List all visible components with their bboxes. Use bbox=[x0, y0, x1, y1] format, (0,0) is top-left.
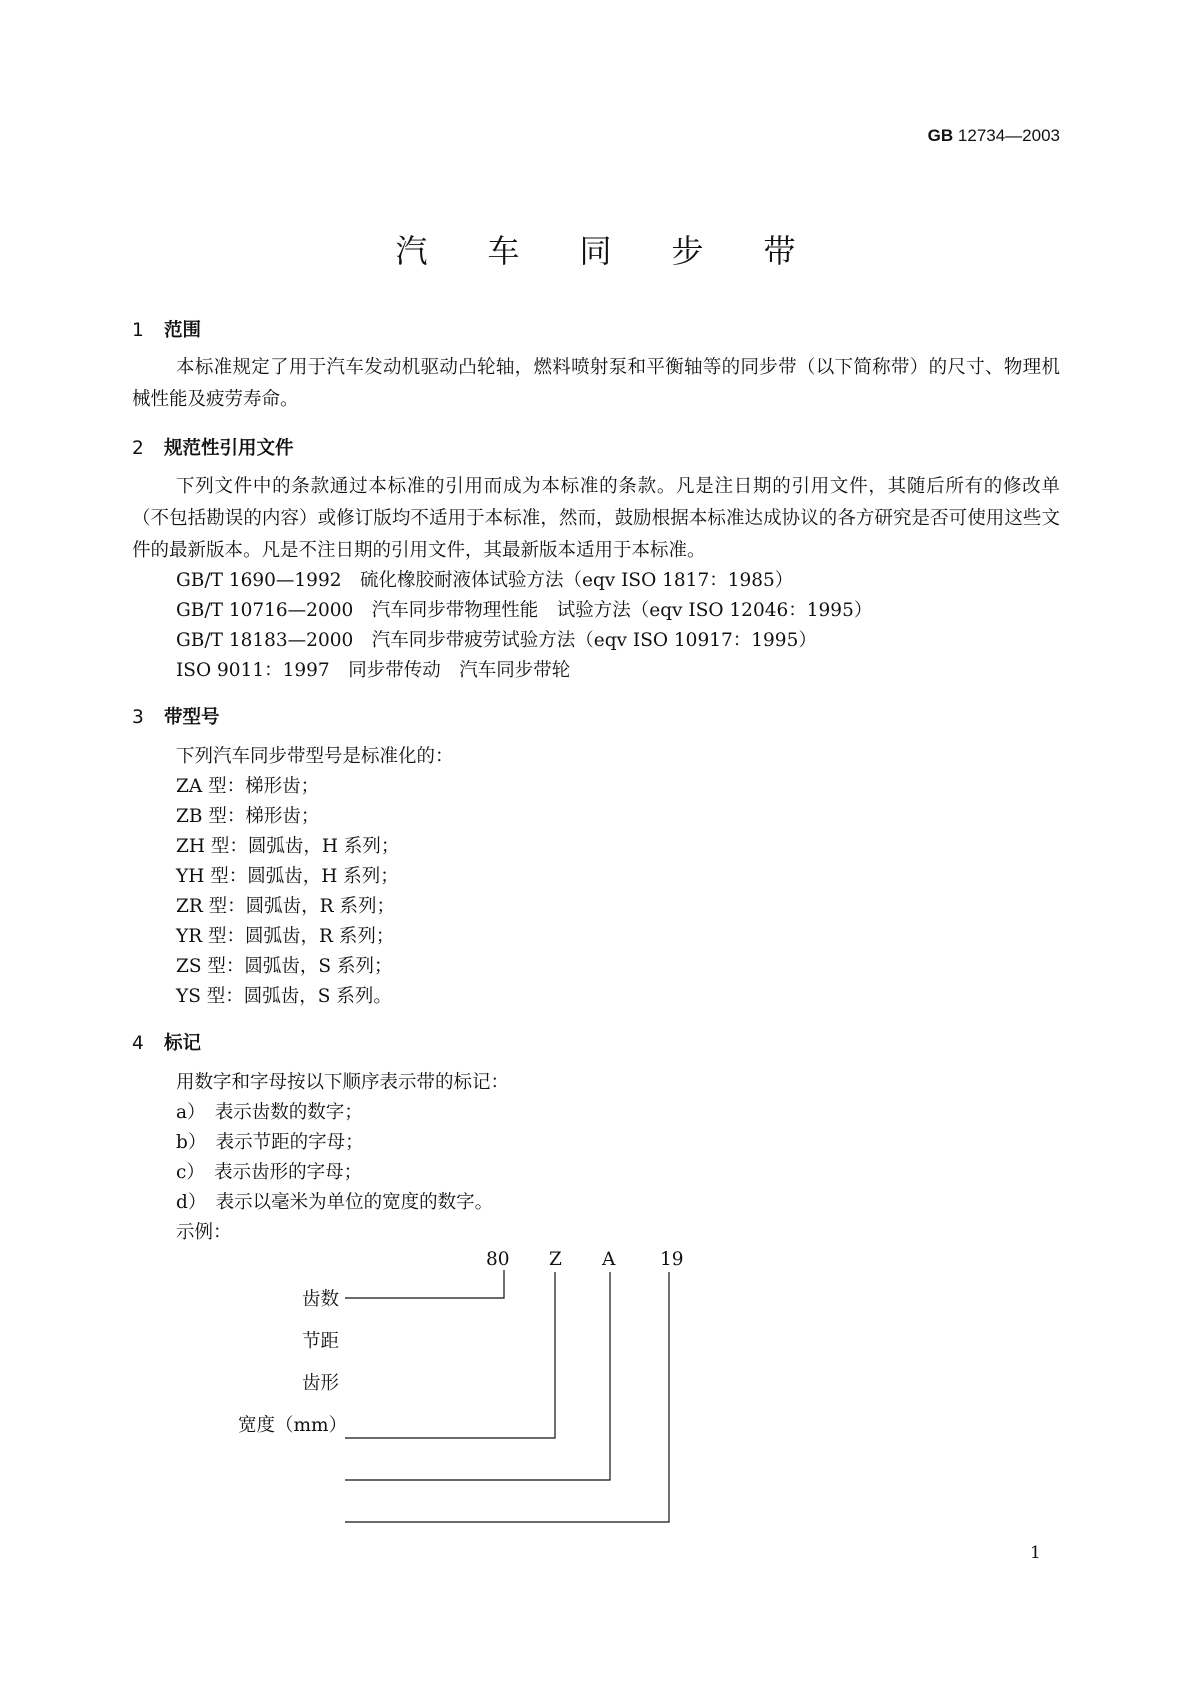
belt-type-item: YR 型：圆弧齿，R 系列； bbox=[176, 926, 395, 947]
page-number: 1 bbox=[1030, 1543, 1041, 1563]
label-teeth: 齿数 bbox=[302, 1289, 340, 1310]
label-profile: 齿形 bbox=[302, 1373, 340, 1394]
marking-item: b） 表示节距的字母； bbox=[176, 1132, 364, 1153]
section-3-heading: 3 带型号 bbox=[132, 707, 220, 728]
belt-type-item: ZS 型：圆弧齿，S 系列； bbox=[176, 956, 393, 977]
marking-item: c） 表示齿形的字母； bbox=[176, 1162, 363, 1183]
leader-line-teeth bbox=[345, 1270, 504, 1298]
section-2-paragraph: 下列文件中的条款通过本标准的引用而成为本标准的条款。凡是注日期的引用文件，其随后所有的修改单（不包括勘误的内容）或修订版均不适用于本标准，然而，鼓励根据本标准达成协议的各方研究是否可使用这些文件的最新版本。凡是不注日期的引用文件，其最新版本适用于本标准。 bbox=[132, 476, 1060, 561]
section-4-heading: 4 标记 bbox=[132, 1033, 202, 1054]
standard-number: GB 12734—2003 bbox=[927, 126, 1060, 145]
section-3-intro: 下列汽车同步带型号是标准化的： bbox=[176, 746, 454, 767]
section-1-heading: 1 范围 bbox=[132, 320, 202, 341]
example-label: 示例： bbox=[176, 1222, 232, 1243]
belt-type-item: ZH 型：圆弧齿，H 系列； bbox=[176, 836, 400, 857]
code-width: 19 bbox=[660, 1249, 684, 1270]
belt-type-item: YS 型：圆弧齿，S 系列。 bbox=[176, 986, 392, 1007]
label-pitch: 节距 bbox=[302, 1331, 340, 1352]
code-profile: A bbox=[602, 1249, 616, 1270]
page-title: 汽车同步带 bbox=[395, 232, 856, 270]
reference-item: GB/T 10716—2000 汽车同步带物理性能 试验方法（eqv ISO 12046：1995） bbox=[176, 600, 873, 621]
belt-type-item: ZB 型：梯形齿； bbox=[176, 806, 320, 827]
belt-type-item: ZA 型：梯形齿； bbox=[176, 776, 320, 797]
marking-item: d） 表示以毫米为单位的宽度的数字。 bbox=[176, 1192, 494, 1213]
leader-line-profile bbox=[345, 1272, 610, 1480]
code-teeth: 80 bbox=[486, 1249, 510, 1270]
section-4-intro: 用数字和字母按以下顺序表示带的标记： bbox=[176, 1072, 510, 1093]
section-1-paragraph: 本标准规定了用于汽车发动机驱动凸轮轴，燃料喷射泵和平衡轴等的同步带（以下简称带）的尺寸、物理机械性能及疲劳寿命。 bbox=[132, 357, 1060, 410]
marking-item: a） 表示齿数的数字； bbox=[176, 1102, 363, 1123]
reference-item: GB/T 18183—2000 汽车同步带疲劳试验方法（eqv ISO 10917：1995） bbox=[176, 630, 817, 651]
code-pitch: Z bbox=[549, 1249, 562, 1270]
reference-item: GB/T 1690—1992 硫化橡胶耐液体试验方法（eqv ISO 1817：1985） bbox=[176, 570, 794, 591]
reference-item: ISO 9011：1997 同步带传动 汽车同步带轮 bbox=[176, 660, 571, 681]
section-2-heading: 2 规范性引用文件 bbox=[132, 438, 294, 459]
leader-line-width bbox=[345, 1272, 669, 1522]
belt-type-item: ZR 型：圆弧齿，R 系列； bbox=[176, 896, 395, 917]
leader-line-pitch bbox=[345, 1272, 555, 1438]
belt-type-item: YH 型：圆弧齿，H 系列； bbox=[176, 866, 399, 887]
label-width: 宽度（mm） bbox=[238, 1415, 348, 1436]
